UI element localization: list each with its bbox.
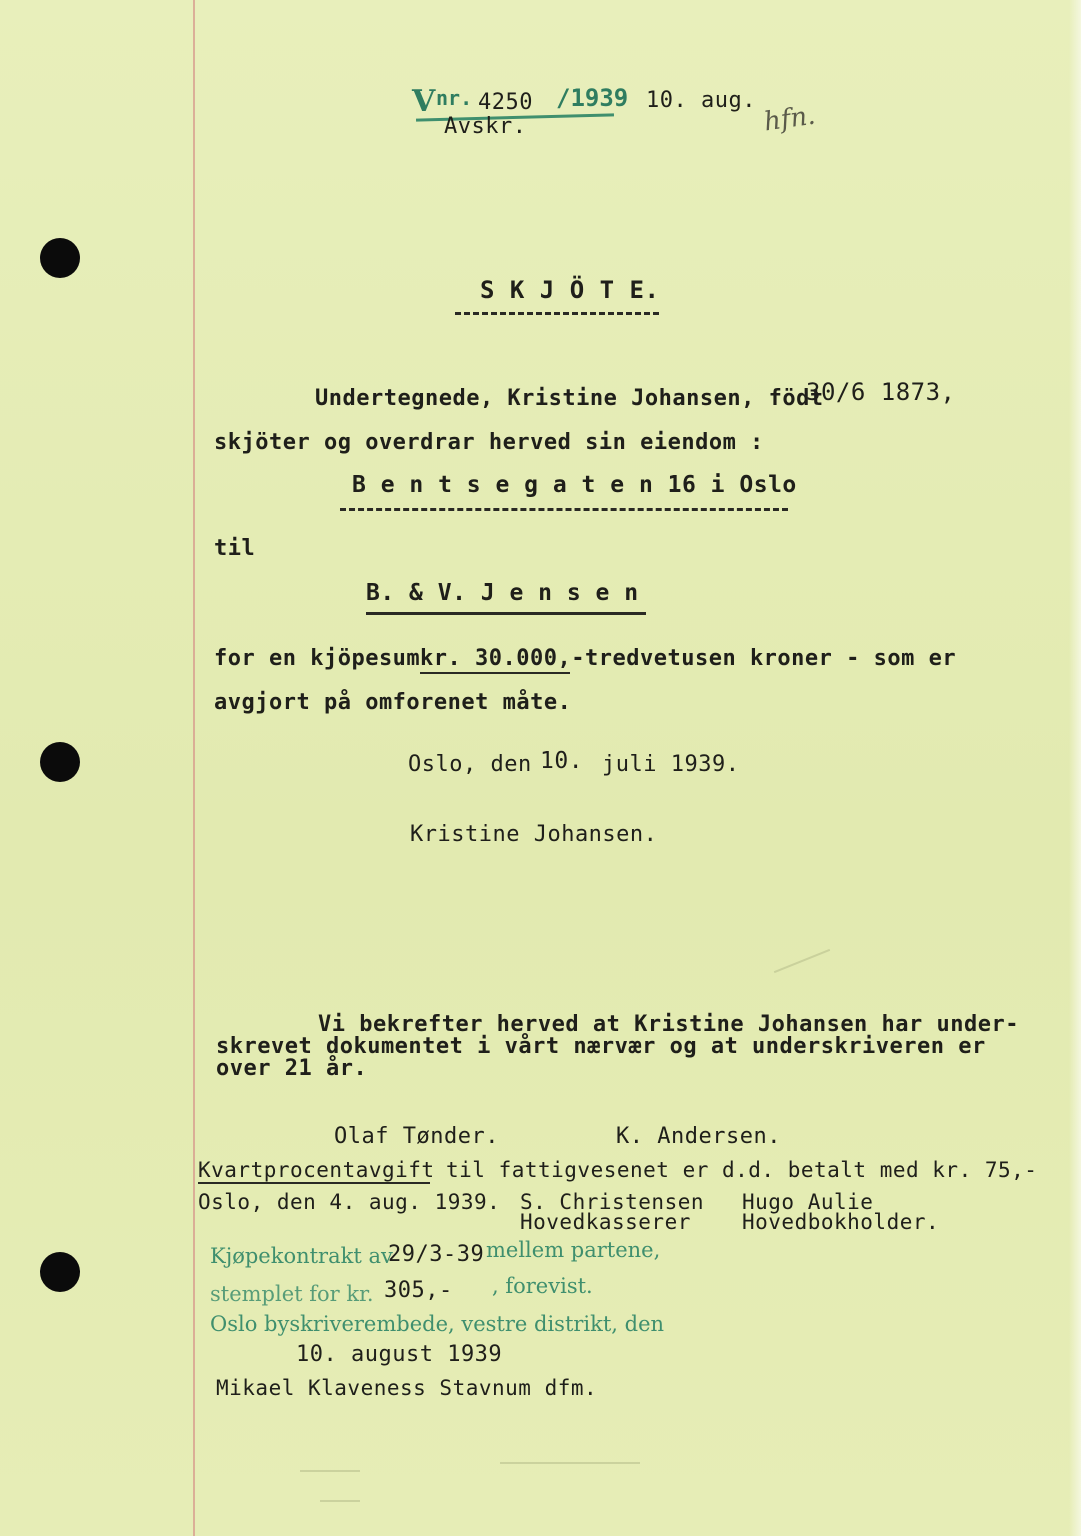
stamp-line-5: Mikael Klaveness Stavnum dfm. — [216, 1376, 598, 1400]
reg-year: /1939 — [556, 84, 629, 112]
stamp-line-2-post: , forevist. — [492, 1274, 593, 1298]
fee-label: Kvartprocentavgift — [198, 1158, 435, 1182]
intro-text: Undertegnede, Kristine Johansen, födt — [315, 386, 824, 411]
fee-title-2: Hovedbokholder. — [742, 1210, 940, 1234]
place-date-post: juli 1939. — [602, 752, 740, 777]
fee-name-1: S. Christensen — [520, 1190, 705, 1214]
fee-underline — [198, 1182, 430, 1184]
pencil-mark — [774, 949, 830, 973]
punch-hole — [40, 742, 80, 782]
buyer-underline — [366, 612, 646, 615]
bleed-through-mark — [320, 1500, 360, 1502]
signer-name: Kristine Johansen. — [410, 822, 658, 847]
reg-number: 4250 — [478, 90, 533, 115]
property-address: B e n t s e g a t e n 16 i Oslo — [352, 472, 797, 498]
stamp-line-4: 10. august 1939 — [296, 1342, 503, 1367]
witness-2: K. Andersen. — [616, 1124, 781, 1149]
fee-name-2: Hugo Aulie — [742, 1190, 874, 1214]
bleed-through-mark — [500, 1462, 640, 1464]
buyer-name: B. & V. J e n s e n — [366, 580, 639, 606]
settled-text: avgjort på omforenet måte. — [214, 690, 572, 715]
transfer-text: skjöter og overdrar herved sin eiendom : — [214, 430, 764, 455]
stamp-line-1-post: mellem partene, — [486, 1238, 661, 1262]
witness-line-1: Vi bekrefter herved at Kristine Johansen har under- — [318, 1012, 1020, 1037]
witness-line-3: over 21 år. — [216, 1056, 368, 1081]
witness-line-2: skrevet dokumentet i vårt nærvær og at underskriveren er — [216, 1034, 986, 1059]
witness-1: Olaf Tønder. — [334, 1124, 499, 1149]
fee-place-date: Oslo, den 4. aug. 1939. — [198, 1190, 501, 1214]
reg-abbrev: nr. — [436, 86, 473, 110]
place-date-day: 10. — [540, 748, 584, 774]
reg-prefix: V — [412, 84, 436, 119]
margin-line — [193, 0, 195, 1536]
birth-date: 30/6 1873, — [806, 378, 956, 406]
place-date-pre: Oslo, den — [408, 752, 532, 777]
property-underline — [340, 508, 788, 511]
stamp-line-3: Oslo byskriverembede, vestre distrikt, den — [210, 1312, 665, 1336]
title-underline — [455, 312, 659, 315]
bleed-through-mark — [300, 1470, 360, 1472]
stamp-line-1-pre: Kjøpekontrakt av — [210, 1244, 393, 1268]
page-edge — [1069, 0, 1081, 1536]
til-text: til — [214, 536, 256, 561]
avskr-label: Avskr. — [444, 114, 527, 139]
fee-title-1: Hovedkasserer — [520, 1210, 691, 1234]
stamp-line-1-date: 29/3-39 — [388, 1242, 485, 1267]
document-title: S K J Ö T E. — [480, 276, 660, 304]
price-words: tredvetusen kroner - som er — [585, 646, 957, 671]
price-pre: for en kjöpesum — [214, 646, 421, 671]
stamp-line-2-pre: stemplet for kr. — [210, 1282, 374, 1306]
price-underline — [420, 672, 570, 674]
punch-hole — [40, 238, 80, 278]
punch-hole — [40, 1252, 80, 1292]
stamp-line-2-amount: 305,- — [384, 1278, 453, 1303]
fee-text: til fattigvesenet er d.d. betalt med kr. 75,- — [446, 1158, 1038, 1182]
price-amount: kr. 30.000,- — [420, 646, 585, 671]
reg-date: 10. aug. — [646, 88, 756, 113]
initials-signature: hfn. — [762, 100, 818, 138]
